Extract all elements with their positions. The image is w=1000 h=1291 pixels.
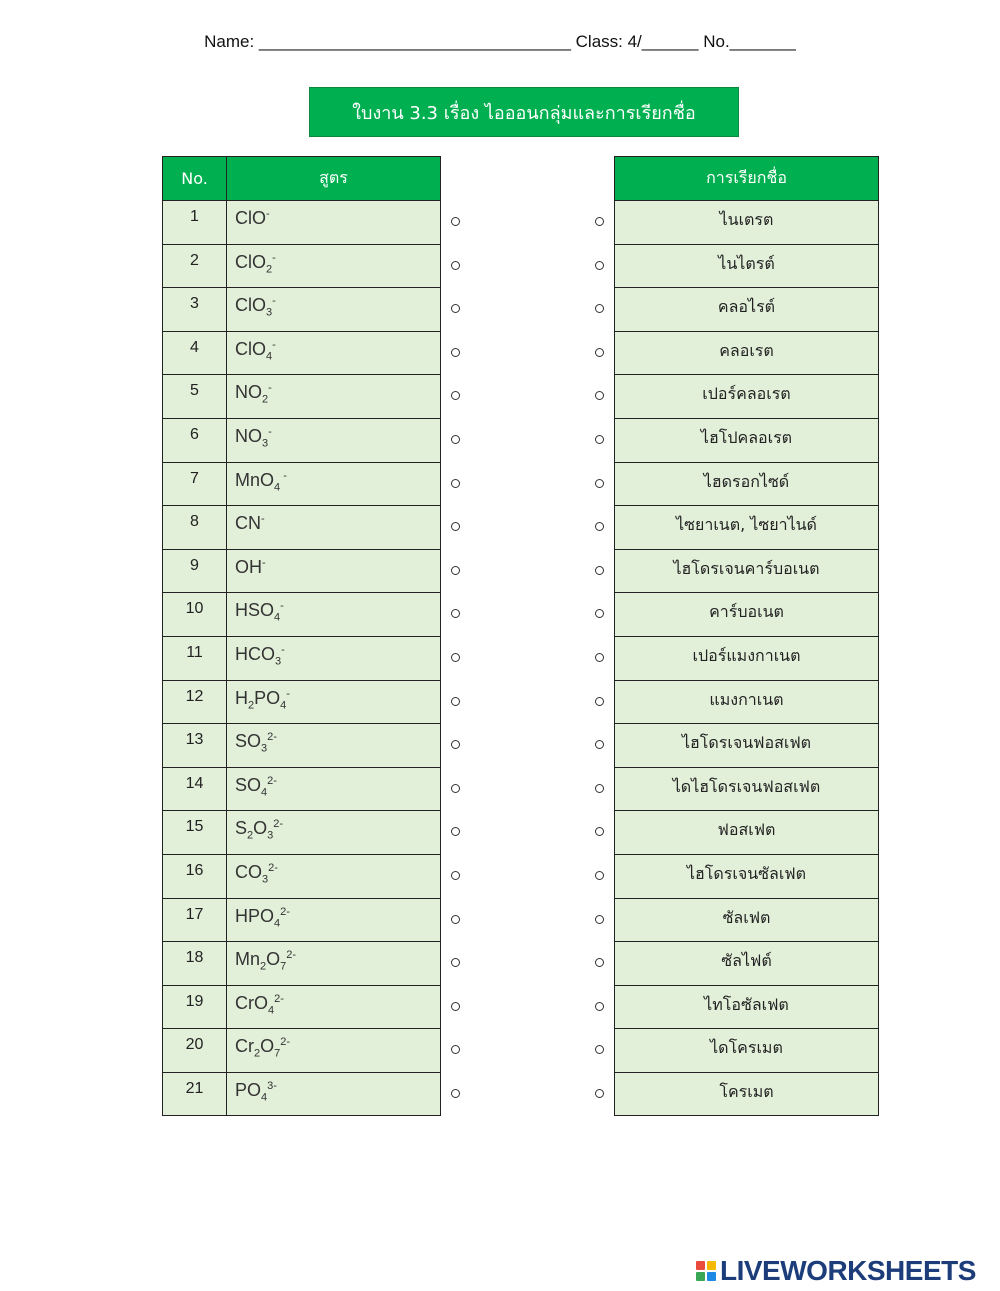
formula-text: ClO: [235, 295, 266, 316]
table-row: [163, 375, 441, 419]
ion-formula: [227, 811, 441, 855]
table-row: [163, 680, 441, 724]
ion-name: ไซยาเนต, ไซยาไนด์: [615, 506, 879, 550]
table-row: [615, 1072, 879, 1116]
ion-name: ไฮโดรเจนคาร์บอเนต: [615, 549, 879, 593]
table-row: [615, 636, 879, 680]
table-row: [615, 331, 879, 375]
match-dot-right[interactable]: [595, 522, 604, 531]
formula-charge: -: [280, 600, 284, 613]
formula-charge: -: [266, 208, 270, 220]
table-row: [163, 593, 441, 637]
formula-text: O: [260, 1036, 275, 1057]
table-row: [163, 942, 441, 986]
row-number: 4: [163, 331, 227, 375]
formula-charge: -: [272, 338, 276, 351]
match-dot-right[interactable]: [595, 566, 604, 575]
match-dot-right[interactable]: [595, 697, 604, 706]
formula-charge: -: [286, 687, 290, 700]
ion-formula: [227, 244, 441, 288]
match-dot-left[interactable]: [451, 1089, 460, 1098]
ion-formula: [227, 375, 441, 419]
table-row: [163, 636, 441, 680]
match-dot-left[interactable]: [451, 827, 460, 836]
formula-text: O: [253, 818, 268, 839]
formula-subscript: 2: [247, 829, 254, 842]
logo-square: [707, 1261, 716, 1270]
table-row: [163, 506, 441, 550]
table-row: [163, 201, 441, 245]
ion-formula: [227, 331, 441, 375]
table-row: [163, 724, 441, 768]
ion-name: ไฮโดรเจนฟอสเฟต: [615, 724, 879, 768]
formula-text: PO: [254, 687, 281, 708]
formula-charge: 3-: [267, 1079, 277, 1092]
ion-name: ไทโอซัลเฟต: [615, 985, 879, 1029]
table-row: [615, 288, 879, 332]
match-dot-left[interactable]: [451, 261, 460, 270]
formula-charge: 2-: [274, 992, 284, 1005]
table-row: [163, 462, 441, 506]
table-row: [615, 244, 879, 288]
table-row: [163, 767, 441, 811]
table-row: [163, 418, 441, 462]
table-row: [615, 549, 879, 593]
formula-subscript: 2: [266, 263, 273, 276]
formula-subscript: 3: [261, 742, 268, 755]
formula-subscript: 7: [274, 1047, 281, 1060]
ion-formula: [227, 201, 441, 245]
match-dot-left[interactable]: [451, 915, 460, 924]
match-dot-right[interactable]: [595, 479, 604, 488]
formula-charge: -: [281, 643, 285, 656]
table-row: [163, 288, 441, 332]
formula-text: MnO: [235, 469, 275, 490]
formula-text: S: [235, 818, 248, 839]
ion-formula: [227, 942, 441, 986]
match-dot-left[interactable]: [451, 435, 460, 444]
table-row: [615, 767, 879, 811]
table-row: [163, 1029, 441, 1073]
row-number: 11: [163, 636, 227, 680]
column-header-no: No.: [163, 157, 227, 201]
match-dot-left[interactable]: [451, 522, 460, 531]
formula-charge: 2-: [280, 1036, 291, 1049]
student-info-line: Name: _________________________________ Class: 4/______ No._______: [204, 32, 796, 51]
column-header-formula: สูตร: [227, 157, 441, 201]
match-dot-left[interactable]: [451, 697, 460, 706]
formula-text: CO: [235, 861, 262, 882]
ion-name: เปอร์แมงกาเนต: [615, 636, 879, 680]
formula-text: NO: [235, 425, 262, 446]
formula-text: SO: [235, 774, 262, 795]
formula-subscript: 2: [254, 1047, 261, 1060]
match-dot-right[interactable]: [595, 1045, 604, 1054]
formula-text: ClO: [235, 208, 266, 228]
table-row: [163, 1072, 441, 1116]
table-row: [615, 854, 879, 898]
row-number: 1: [163, 201, 227, 245]
table-row: [615, 418, 879, 462]
formula-subscript: 4: [274, 917, 281, 930]
table-row: [615, 201, 879, 245]
formula-subscript: 3: [262, 873, 269, 886]
ion-name: ไฮดรอกไซด์: [615, 462, 879, 506]
formula-charge: -: [268, 382, 272, 395]
formula-text: OH: [235, 556, 262, 577]
formula-table: [162, 156, 441, 1116]
formula-subscript: 2: [260, 960, 267, 973]
match-dot-left[interactable]: [451, 566, 460, 575]
ion-formula: [227, 462, 441, 506]
table-row: [615, 680, 879, 724]
ion-name: ไฮโปคลอเรต: [615, 418, 879, 462]
table-row: [615, 811, 879, 855]
match-dot-left[interactable]: [451, 784, 460, 793]
match-dot-right[interactable]: [595, 261, 604, 270]
formula-subscript: 4: [261, 786, 268, 799]
row-number: 20: [163, 1029, 227, 1073]
formula-text: ClO: [235, 251, 266, 272]
table-row: [163, 854, 441, 898]
worksheet-title-text: ใบงาน 3.3 เรื่อง ไอออนกลุ่มและการเรียกชื่อ: [352, 102, 696, 124]
formula-charge: -: [280, 469, 287, 482]
formula-subscript: 4: [261, 1091, 268, 1104]
table-row: [615, 593, 879, 637]
row-number: 12: [163, 680, 227, 724]
formula-subscript: 4: [274, 481, 281, 494]
match-dot-right[interactable]: [595, 391, 604, 400]
table-row: [163, 898, 441, 942]
row-number: 16: [163, 854, 227, 898]
ion-formula: [227, 1072, 441, 1116]
formula-charge: -: [268, 425, 272, 438]
row-number: 21: [163, 1072, 227, 1116]
worksheet-title: [309, 87, 739, 137]
ion-formula: [227, 506, 441, 550]
ion-formula: [227, 418, 441, 462]
row-number: 7: [163, 462, 227, 506]
row-number: 10: [163, 593, 227, 637]
match-dot-left[interactable]: [451, 1002, 460, 1011]
formula-text: H: [235, 687, 248, 708]
ion-name: ฟอสเฟต: [615, 811, 879, 855]
row-number: 6: [163, 418, 227, 462]
formula-text: O: [266, 949, 281, 970]
match-dot-right[interactable]: [595, 915, 604, 924]
match-dot-left[interactable]: [451, 871, 460, 880]
formula-charge: -: [262, 556, 266, 569]
formula-charge: 2-: [268, 861, 278, 874]
formula-subscript: 2: [248, 699, 255, 712]
ion-name: โครเมต: [615, 1072, 879, 1116]
formula-charge: 2-: [286, 949, 297, 962]
liveworksheets-logo: [696, 1256, 976, 1286]
formula-text: PO: [235, 1079, 262, 1100]
match-dot-left[interactable]: [451, 217, 460, 226]
match-dot-right[interactable]: [595, 653, 604, 662]
ion-formula: [227, 288, 441, 332]
formula-text: ClO: [235, 338, 266, 359]
formula-subscript: 7: [280, 960, 287, 973]
row-number: 19: [163, 985, 227, 1029]
table-row: [163, 811, 441, 855]
formula-subscript: 4: [266, 350, 273, 363]
ion-name: ซัลไฟต์: [615, 942, 879, 986]
match-dot-right[interactable]: [595, 435, 604, 444]
ion-name: ไนเตรต: [615, 201, 879, 245]
ion-name: ไนไตรต์: [615, 244, 879, 288]
row-number: 8: [163, 506, 227, 550]
column-header-name: การเรียกชื่อ: [615, 157, 879, 201]
formula-charge: 2-: [280, 905, 290, 918]
formula-text: HPO: [235, 905, 275, 926]
logo-square: [696, 1272, 705, 1281]
ion-formula: [227, 854, 441, 898]
row-number: 14: [163, 767, 227, 811]
match-dot-right[interactable]: [595, 871, 604, 880]
formula-text: Cr: [235, 1036, 254, 1057]
ion-name: ไดโครเมต: [615, 1029, 879, 1073]
row-number: 13: [163, 724, 227, 768]
formula-text: CrO: [235, 992, 268, 1013]
match-dot-left[interactable]: [451, 1045, 460, 1054]
formula-text: HSO: [235, 600, 275, 621]
formula-text: SO: [235, 731, 262, 752]
ion-name: ซัลเฟต: [615, 898, 879, 942]
table-row: [615, 506, 879, 550]
table-row: [615, 462, 879, 506]
match-dot-right[interactable]: [595, 217, 604, 226]
formula-text: NO: [235, 382, 262, 403]
ion-formula: [227, 593, 441, 637]
row-number: 3: [163, 288, 227, 332]
row-number: 15: [163, 811, 227, 855]
logo-square: [707, 1272, 716, 1281]
formula-subscript: 4: [280, 699, 287, 712]
table-row: [163, 244, 441, 288]
match-dot-left[interactable]: [451, 348, 460, 357]
name-table: [614, 156, 879, 1116]
match-dot-right[interactable]: [595, 784, 604, 793]
formula-charge: -: [272, 295, 276, 308]
table-row: [163, 331, 441, 375]
match-dot-left[interactable]: [451, 609, 460, 618]
match-dot-right[interactable]: [595, 827, 604, 836]
ion-formula: [227, 985, 441, 1029]
formula-charge: 2-: [273, 818, 284, 831]
match-dot-left[interactable]: [451, 958, 460, 967]
formula-charge: -: [261, 513, 265, 526]
match-dot-right[interactable]: [595, 1002, 604, 1011]
match-dot-right[interactable]: [595, 958, 604, 967]
table-row: [615, 375, 879, 419]
row-number: 17: [163, 898, 227, 942]
table-row: [615, 942, 879, 986]
formula-subscript: 3: [262, 437, 269, 450]
match-dot-left[interactable]: [451, 653, 460, 662]
formula-subscript: 2: [262, 393, 269, 406]
table-row: [615, 898, 879, 942]
ion-formula: [227, 767, 441, 811]
formula-charge: -: [272, 251, 276, 264]
match-dot-left[interactable]: [451, 740, 460, 749]
row-number: 9: [163, 549, 227, 593]
ion-name: ไดไฮโดรเจนฟอสเฟต: [615, 767, 879, 811]
ion-name: คลอเรต: [615, 331, 879, 375]
ion-formula: [227, 636, 441, 680]
match-dot-left[interactable]: [451, 479, 460, 488]
formula-subscript: 4: [268, 1004, 275, 1017]
formula-charge: 2-: [267, 774, 277, 787]
ion-name: แมงกาเนต: [615, 680, 879, 724]
match-dot-right[interactable]: [595, 609, 604, 618]
formula-text: Mn: [235, 949, 261, 970]
logo-square: [696, 1261, 705, 1270]
ion-name: ไฮโดรเจนซัลเฟต: [615, 854, 879, 898]
formula-text: HCO: [235, 643, 275, 664]
ion-formula: [227, 1029, 441, 1073]
table-row: [615, 985, 879, 1029]
ion-formula: [227, 680, 441, 724]
match-dot-right[interactable]: [595, 1089, 604, 1098]
match-dot-right[interactable]: [595, 348, 604, 357]
formula-charge: 2-: [267, 731, 277, 744]
ion-formula: [227, 724, 441, 768]
formula-subscript: 4: [274, 611, 281, 624]
table-row: [163, 549, 441, 593]
formula-subscript: 3: [266, 306, 273, 319]
match-dot-right[interactable]: [595, 740, 604, 749]
ion-name: คลอไรต์: [615, 288, 879, 332]
match-dot-left[interactable]: [451, 391, 460, 400]
logo-squares-icon: [696, 1261, 716, 1281]
formula-text: CN: [235, 513, 261, 534]
row-number: 5: [163, 375, 227, 419]
table-row: [163, 985, 441, 1029]
row-number: 2: [163, 244, 227, 288]
match-dot-left[interactable]: [451, 304, 460, 313]
formula-subscript: 3: [267, 829, 274, 842]
ion-name: คาร์บอเนต: [615, 593, 879, 637]
table-row: [615, 724, 879, 768]
logo-text: LIVEWORKSHEETS: [720, 1255, 976, 1286]
ion-name: เปอร์คลอเรต: [615, 375, 879, 419]
row-number: 18: [163, 942, 227, 986]
ion-formula: [227, 549, 441, 593]
table-row: [615, 1029, 879, 1073]
ion-formula: [227, 898, 441, 942]
match-dot-right[interactable]: [595, 304, 604, 313]
formula-subscript: 3: [275, 655, 282, 668]
